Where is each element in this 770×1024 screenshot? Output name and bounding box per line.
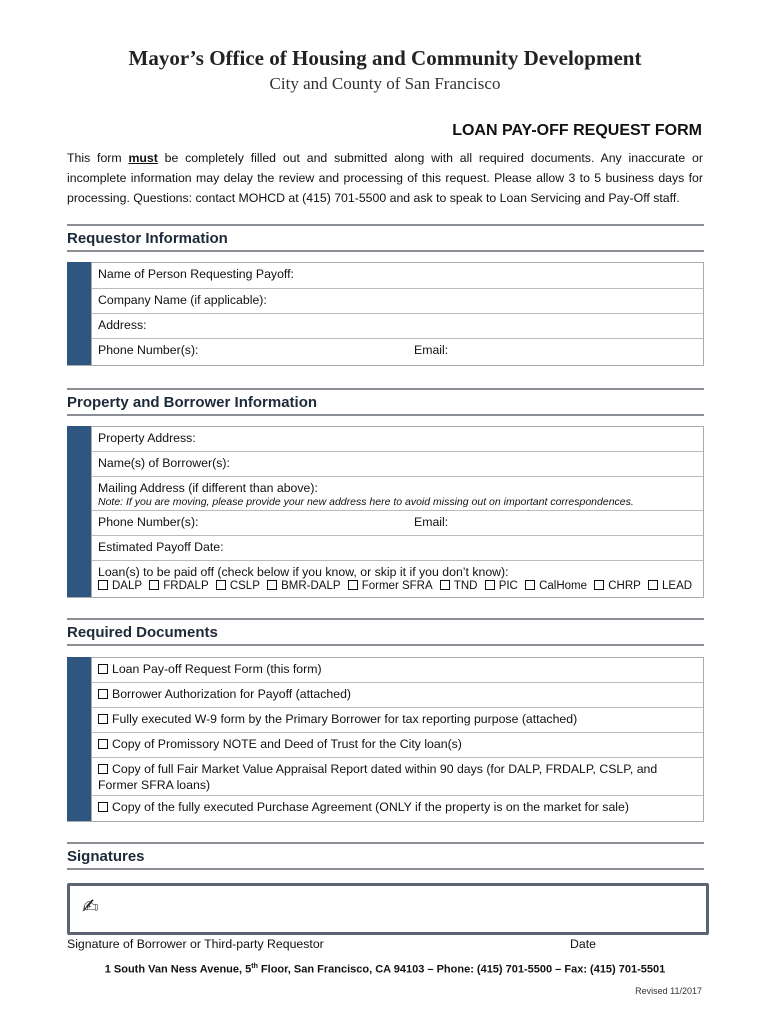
checkbox[interactable] [98, 802, 108, 812]
checkbox[interactable] [98, 714, 108, 724]
document-item[interactable]: Copy of the fully executed Purchase Agreement (ONLY if the property is on the market for sale) [92, 796, 703, 821]
checkbox[interactable] [594, 580, 604, 590]
checkbox[interactable] [98, 764, 108, 774]
checkbox[interactable] [149, 580, 159, 590]
loan-option-lead[interactable]: LEAD [648, 580, 692, 592]
loan-option-former-sfra[interactable]: Former SFRA [348, 580, 433, 592]
section-bar [67, 262, 91, 365]
payoff-date-field[interactable]: Estimated Payoff Date: [92, 536, 703, 561]
checkbox[interactable] [98, 664, 108, 674]
footer-address: 1 South Van Ness Avenue, 5th Floor, San Francisco, CA 94103 – Phone: (415) 701-5500 – Fax: (415) 701-5501 [104, 963, 666, 976]
checkbox[interactable] [648, 580, 658, 590]
form-title: LOAN PAY-OFF REQUEST FORM [452, 122, 702, 139]
checkbox[interactable] [98, 739, 108, 749]
requestor-name-field[interactable]: Name of Person Requesting Payoff: [92, 263, 703, 289]
document-item[interactable]: Loan Pay-off Request Form (this form) [92, 658, 703, 683]
checkbox[interactable] [98, 580, 108, 590]
checkbox[interactable] [267, 580, 277, 590]
section-heading-signatures: Signatures [67, 842, 704, 870]
intro-emphasis: must [128, 151, 158, 165]
loan-option-tnd[interactable]: TND [440, 580, 478, 592]
requestor-phone-email-row[interactable]: Phone Number(s): Email: [98, 343, 449, 357]
mailing-address-field[interactable]: Mailing Address (if different than above): Note: If you are moving, please provide your new address here to avoid missing out on important correspondences. [92, 477, 703, 511]
section-bar [67, 657, 91, 821]
revised-date: Revised 11/2017 [635, 986, 702, 996]
checkbox[interactable] [485, 580, 495, 590]
signature-box[interactable] [67, 883, 709, 935]
requestor-address-field[interactable]: Address: [92, 314, 703, 339]
intro-paragraph: This form must be completely filled out and submitted along with all required documents. Any inaccurate or incomplete information may delay the review and processing of this request. Please allow 3 to 5 business days for processing. Questions: contact MOHCD at (415) 701-5500 and ask to speak to Loan Servicing and Pay-Off staff. [67, 151, 703, 205]
signature-label: Signature of Borrower or Third-party Requestor [67, 937, 324, 951]
property-address-field[interactable]: Property Address: [92, 427, 703, 452]
checkbox[interactable] [525, 580, 535, 590]
borrower-names-field[interactable]: Name(s) of Borrower(s): [92, 452, 703, 477]
section-heading-documents: Required Documents [67, 618, 704, 646]
requestor-email-field[interactable]: Email: [414, 343, 449, 357]
document-item[interactable]: Borrower Authorization for Payoff (attached) [92, 683, 703, 708]
loan-option-calhome[interactable]: CalHome [525, 580, 587, 592]
documents-block [67, 657, 704, 822]
section-bar [67, 426, 91, 597]
checkbox[interactable] [440, 580, 450, 590]
loan-option-dalp[interactable]: DALP [98, 580, 142, 592]
loan-option-bmr-dalp[interactable]: BMR-DALP [267, 580, 340, 592]
date-label: Date [570, 937, 596, 951]
pen-icon: ✍ [82, 894, 99, 918]
section-heading-property: Property and Borrower Information [67, 388, 704, 416]
document-item[interactable]: Copy of Promissory NOTE and Deed of Trust for the City loan(s) [92, 733, 703, 758]
checkbox[interactable] [216, 580, 226, 590]
requestor-block [67, 262, 704, 366]
checkbox[interactable] [98, 689, 108, 699]
org-subtitle: City and County of San Francisco [269, 74, 501, 93]
loan-option-cslp[interactable]: CSLP [216, 580, 260, 592]
mailing-note: Note: If you are moving, please provide your new address here to avoid missing out on important correspondences. [98, 496, 634, 508]
borrower-email-field[interactable]: Email: [414, 515, 449, 529]
loan-option-chrp[interactable]: CHRP [594, 580, 641, 592]
document-item[interactable]: Fully executed W-9 form by the Primary Borrower for tax reporting purpose (attached) [92, 708, 703, 733]
loan-option-frdalp[interactable]: FRDALP [149, 580, 208, 592]
section-heading-requestor: Requestor Information [67, 224, 704, 252]
company-name-field[interactable]: Company Name (if applicable): [92, 289, 703, 314]
org-title: Mayor’s Office of Housing and Community Development [128, 46, 642, 70]
loan-option-pic[interactable]: PIC [485, 580, 518, 592]
property-block [67, 426, 704, 598]
loans-row: Loan(s) to be paid off (check below if you know, or skip it if you don’t know): DALP FRDALP CSLP BMR-DALP Former SFRA TND PIC CalHome CHRP LEAD [92, 561, 703, 597]
loan-options [98, 580, 697, 592]
document-item[interactable]: Copy of full Fair Market Value Appraisal Report dated within 90 days (for DALP, FRDALP, CSLP, and Former SFRA loans) [92, 758, 703, 796]
checkbox[interactable] [348, 580, 358, 590]
borrower-phone-email-row[interactable]: Phone Number(s): Email: [92, 511, 703, 536]
